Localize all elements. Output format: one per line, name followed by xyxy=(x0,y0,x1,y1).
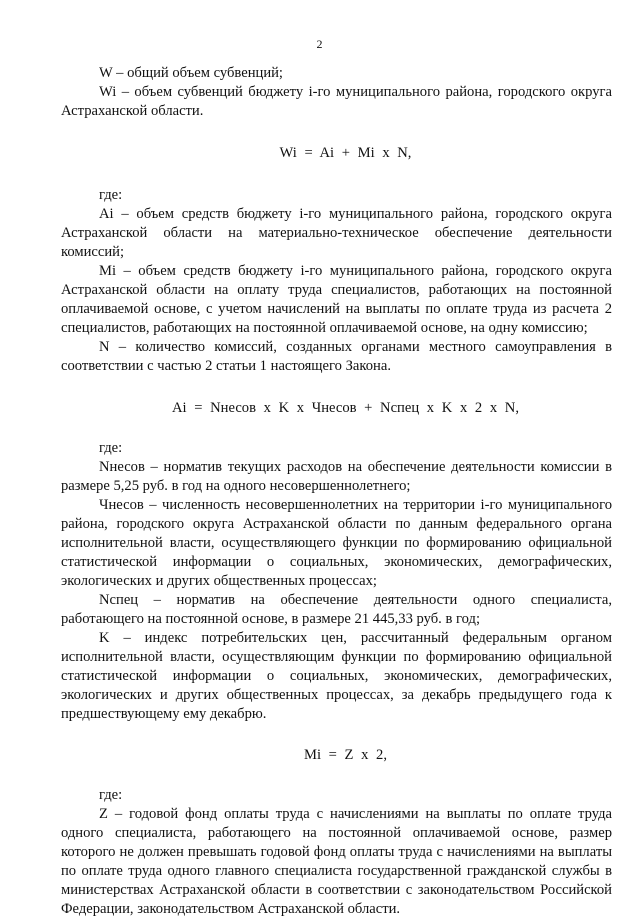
formula-wi: Wi = Ai + Mi x N, xyxy=(279,145,412,161)
definition-z: Z – годовой фонд оплаты труда с начислениями на выплаты по оплате труда одного специалиста, работающего на постоянной оплачиваемой основе, размер которого не должен превышать годовой фонд оплаты труда с начислениями на выплаты по оплате труда одного главного специалиста государственной гражданской службы в министерствах Астраханской области в соответствии с законодательством Российской Федерации, законодательством Астраханской области. xyxy=(61,806,612,917)
definition-mi: Mi – объем средств бюджету i-го муниципального района, городского округа Астраханской области на оплату труда специалистов, работающих на постоянной оплачиваемой основе, с учетом начислений на выплаты по оплате труда из расчета 2 специалистов, работающих на постоянной оплачиваемой основе, на одну комиссию; xyxy=(61,263,612,336)
where-label: где: xyxy=(99,187,123,203)
definition-n-spec: Nспец – норматив на обеспечение деятельности одного специалиста, работающего на постоянной основе, в размере 21 445,33 руб. в год; xyxy=(61,592,612,627)
definition-k: K – индекс потребительских цен, рассчитанный федеральным органом исполнительной власти, осуществляющим функции по формированию официальной статистической информации о социальных, экономических, демографических, экологических и других общественных процессах, за декабрь предыдущего года к предшествующему ему декабрю. xyxy=(61,630,612,722)
where-label: где: xyxy=(99,440,123,456)
definition-ch-nesov: Чнесов – численность несовершеннолетних на территории i-го муниципального района, городского округа Астраханской области по данным федерального органа исполнительной власти, осуществляющего функции по формированию официальной статистической информации о социальных, экономических, демографических, экологических и других общественных процессах; xyxy=(61,497,612,589)
formula-ai: Ai = Nнесов x K x Чнесов + Nспец x K x 2 x N, xyxy=(172,400,519,416)
definition-wi: Wi – объем субвенций бюджету i-го муниципального района, городского округа Астраханской области. xyxy=(61,84,612,119)
definition-ai: Ai – объем средств бюджету i-го муниципального района, городского округа Астраханской области на материально-техническое обеспечение деятельности комиссий; xyxy=(61,206,612,260)
document-body xyxy=(61,64,612,919)
formula-mi: Mi = Z x 2, xyxy=(303,747,387,763)
where-label: где: xyxy=(99,787,123,803)
definition-w: W – общий объем субвенций; xyxy=(99,65,283,81)
definition-n: N – количество комиссий, созданных органами местного самоуправления в соответствии с частью 2 статьи 1 настоящего Закона. xyxy=(61,339,612,374)
page-number: 2 xyxy=(316,37,323,51)
definition-n-nesov: Nнесов – норматив текущих расходов на обеспечение деятельности комиссии в размере 5,25 руб. в год на одного несовершеннолетнего; xyxy=(61,459,612,494)
